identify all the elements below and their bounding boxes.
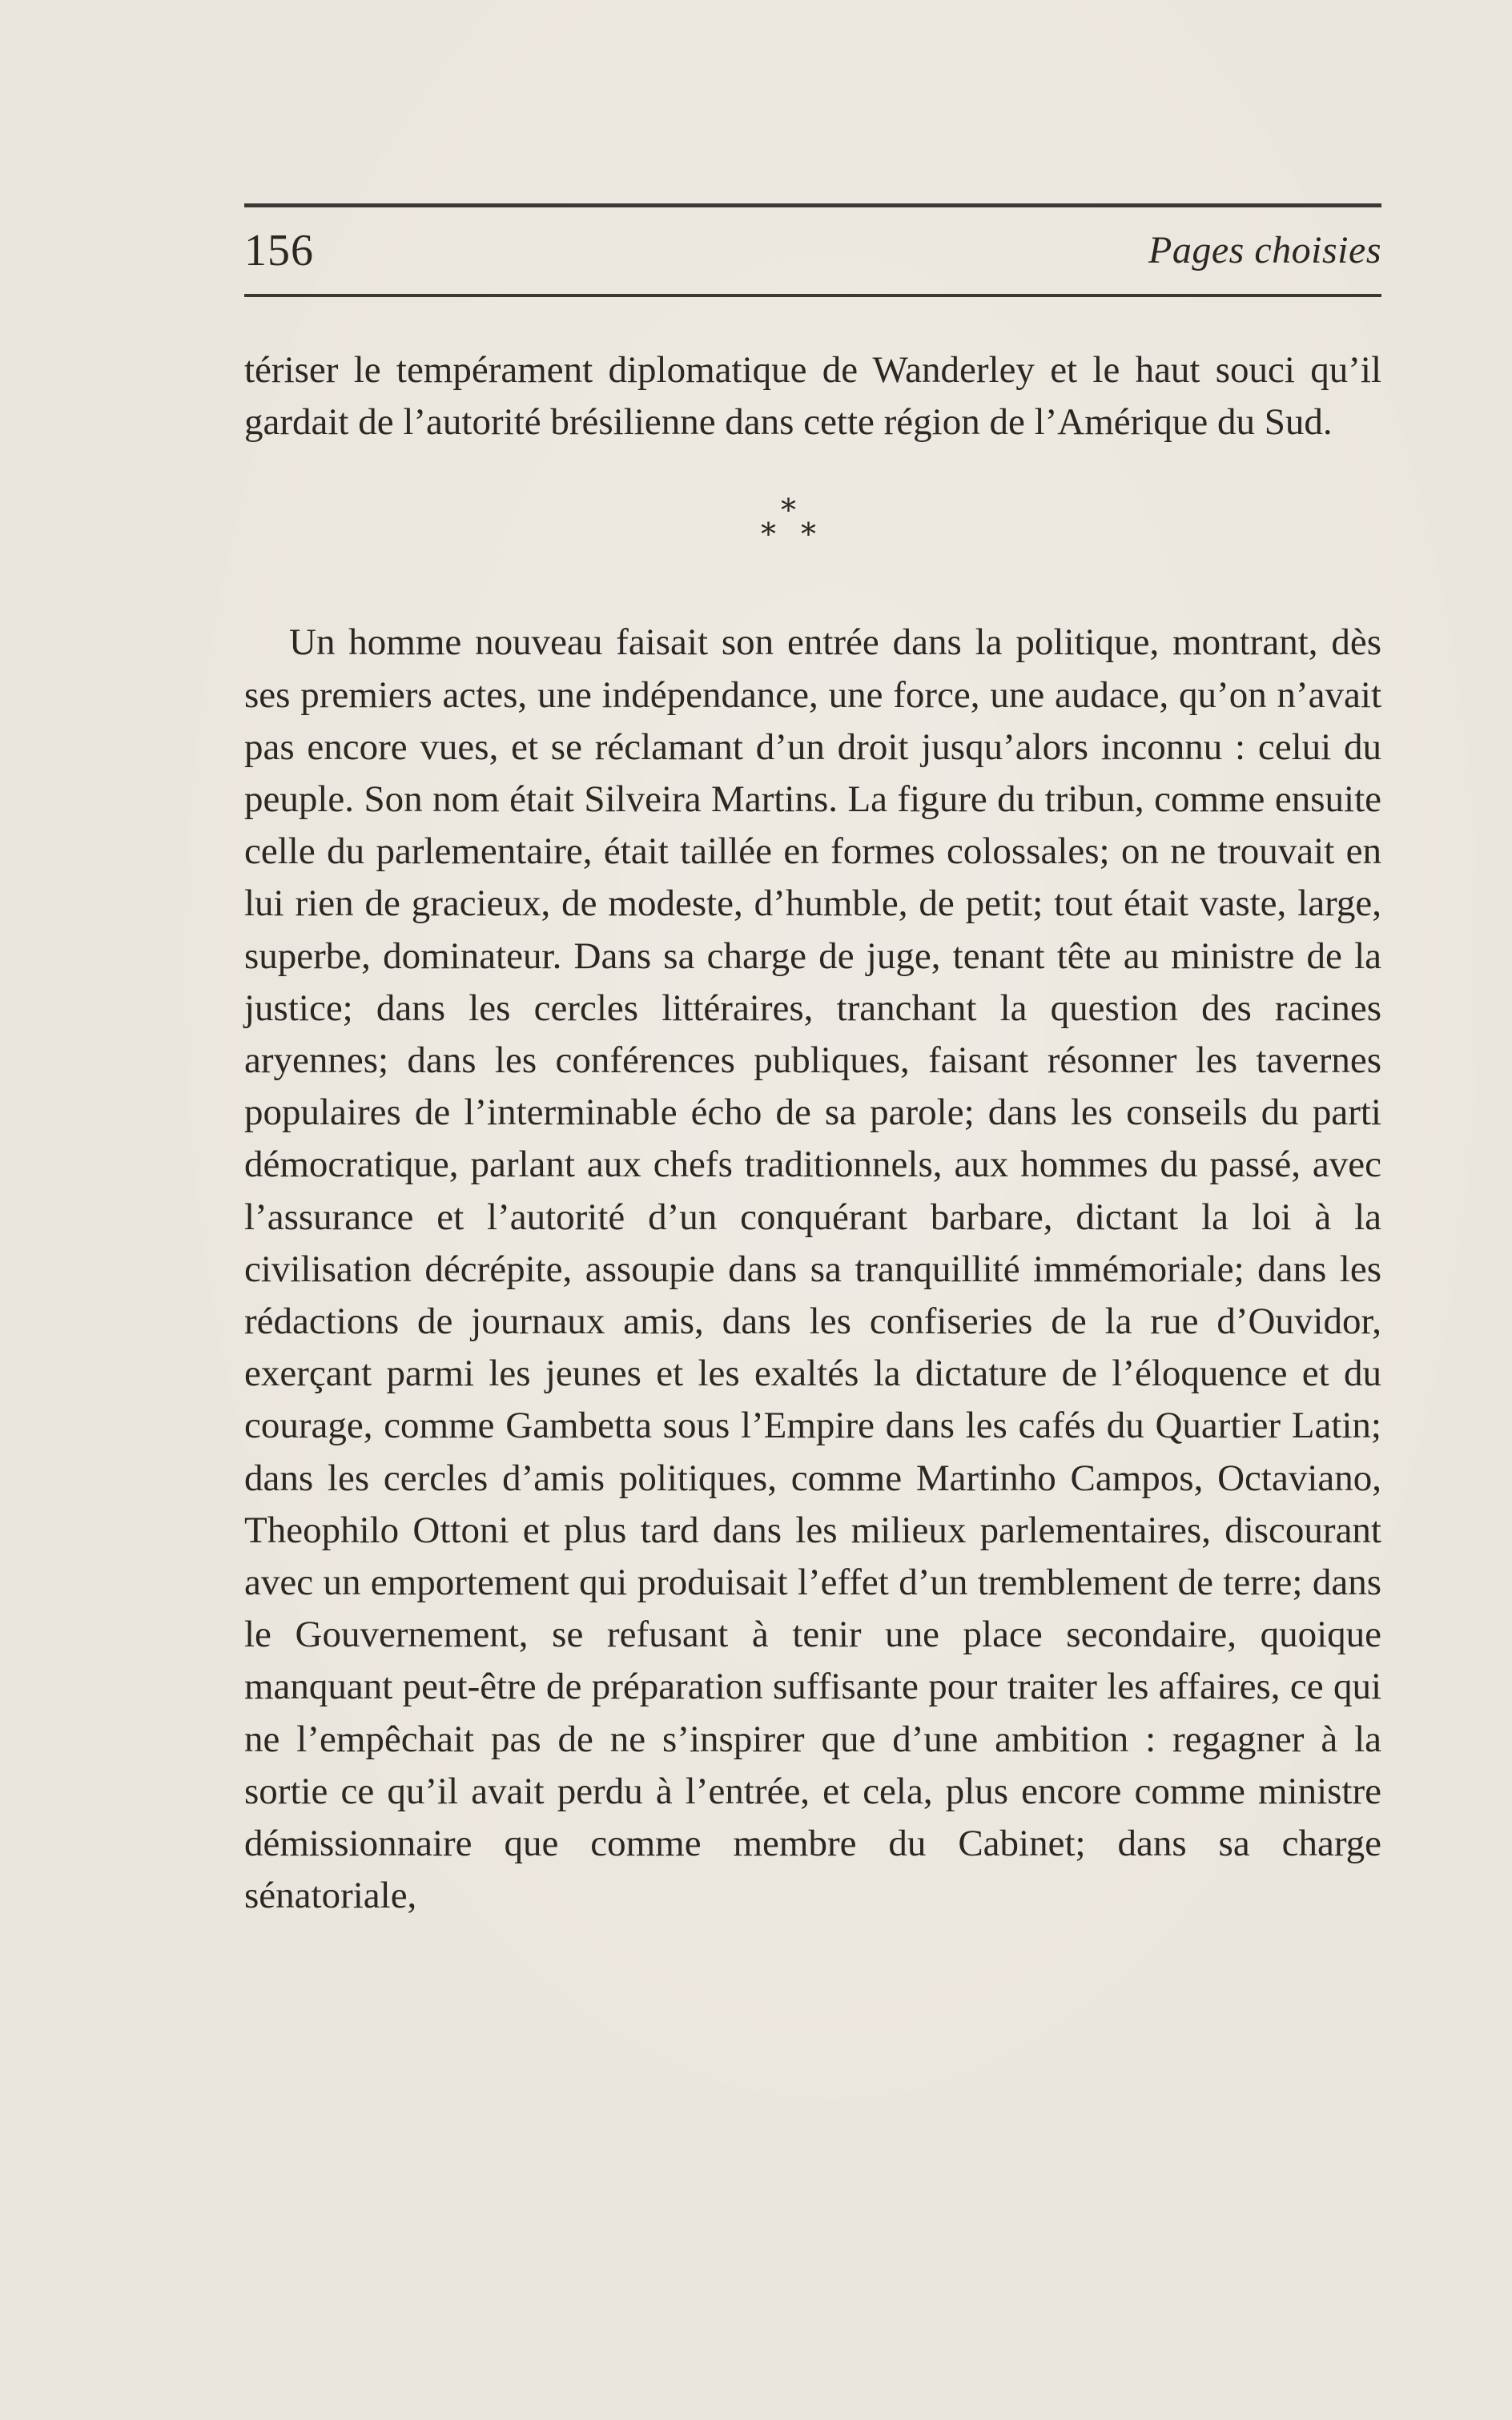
- section-break-asterism: [244, 448, 1381, 617]
- header-top-rule: [244, 203, 1381, 207]
- header-bottom-rule: [244, 294, 1381, 297]
- page-header: [244, 223, 1381, 279]
- asterism-star-right: *: [801, 517, 816, 553]
- body-text: [244, 344, 1381, 1922]
- page-number: 156: [244, 226, 314, 275]
- paragraph-silveira-martins: Un homme nouveau faisait son entrée dans la politique, montrant, dès ses premiers actes, une indépendance, une force, une audace, qu’on n’avait pas encore vues, et se réclamant d’un droit jusqu’alors inconnu : celui du peuple. Son nom était Silveira Martins. La figure du tribun, comme ensuite celle du parlementaire, était taillée en formes colossales; on ne trouvait en lui rien de gracieux, de modeste, d’humble, de petit; tout était vaste, large, superbe, dominateur. Dans sa charge de juge, tenant tête au ministre de la justice; dans les cercles littéraires, tranchant la question des racines aryennes; dans les conférences publiques, faisant résonner les tavernes populaires de l’interminable écho de sa parole; dans les conseils du parti démocratique, parlant aux chefs traditionnels, aux hommes du passé, avec l’assurance et l’autorité d’un conquérant barbare, dictant la loi à la civilisation décrépite, assoupie dans sa tranquillité immémoriale; dans les rédactions de journaux amis, dans les confiseries de la rue d’Ouvidor, exerçant parmi les jeunes et les exaltés la dictature de l’éloquence et du courage, comme Gambetta sous l’Empire dans les cafés du Quartier Latin; dans les cercles d’amis politiques, comme Martinho Campos, Octaviano, Theophilo Ottoni et plus tard dans les milieux parlementaires, discourant avec un emportement qui produisait l’effet d’un tremblement de terre; dans le Gouvernement, se refusant à tenir une place secondaire, quoique manquant peut-être de préparation suffisante pour traiter les affaires, ce qui ne l’empêchait pas de ne s’inspirer que d’une ambition : regagner à la sortie ce qu’il avait perdu à l’entrée, et cela, plus encore comme ministre démissionnaire que comme membre du Cabinet; dans sa charge sénatoriale,: [244, 621, 1381, 1917]
- asterism-star-left: *: [761, 517, 776, 553]
- running-title: Pages choisies: [1148, 229, 1381, 271]
- asterism-star-top: *: [781, 492, 796, 529]
- paragraph-continuation: tériser le tempérament diplomatique de Wanderley et le haut souci qu’il gardait de l’autorité brésilienne dans cette région de l’Amérique du Sud.: [244, 349, 1381, 444]
